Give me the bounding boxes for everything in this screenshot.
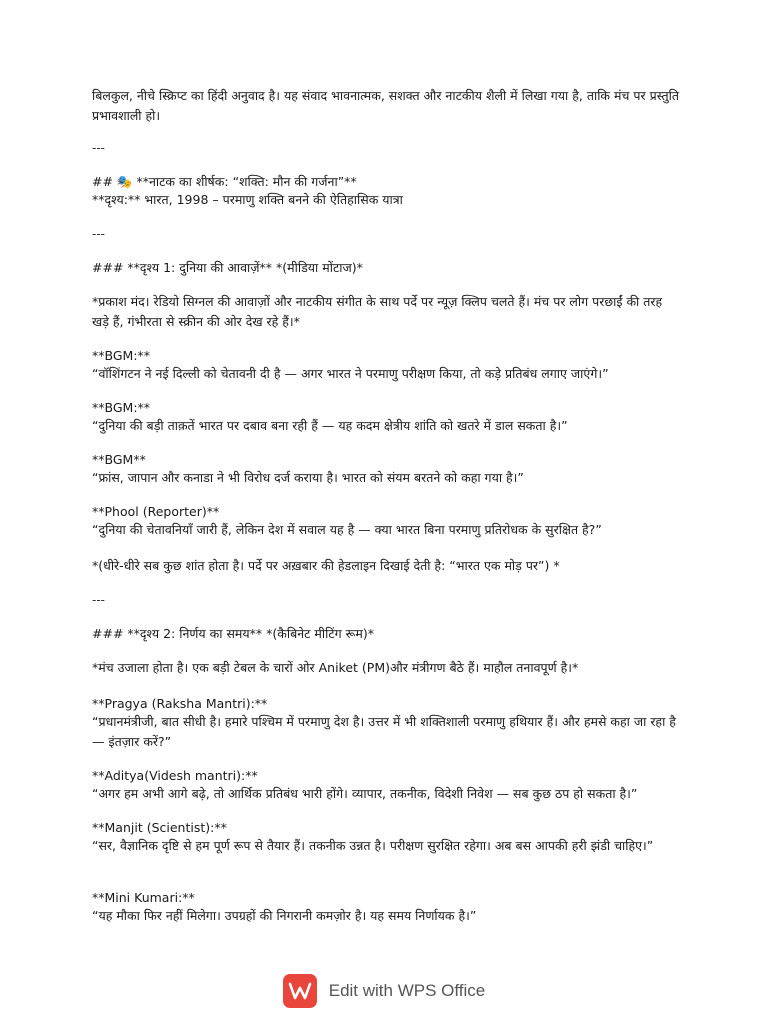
separator: --- xyxy=(92,593,105,607)
dialogue-line: “वॉशिंगटन ने नई दिल्ली को चेतावनी दी है — अगर भारत ने परमाणु परीक्षण किया, तो कड़े प्रतिबंध लगाए जाएंगे।” xyxy=(92,366,609,381)
scene-2-heading: ### **दृश्य 2: निर्णय का समय** *(कैबिनेट मीटिंग रूम)* xyxy=(92,626,374,641)
speaker-label: **BGM** xyxy=(92,452,146,467)
dialogue-line: “दुनिया की बड़ी ताक़तें भारत पर दबाव बना रही हैं — यह कदम क्षेत्रीय शांति को खतरे में डाल सकता है।” xyxy=(92,418,568,433)
speaker-label: **Aditya(Videsh mantri):** xyxy=(92,768,258,783)
dialogue-line: “अगर हम अभी आगे बढ़े, तो आर्थिक प्रतिबंध भारी होंगे। व्यापार, तकनीक, विदेशी निवेश — सब कुछ ठप हो सकता है।” xyxy=(92,786,638,801)
dialogue-line: “यह मौका फिर नहीं मिलेगा। उपग्रहों की निगरानी कमज़ोर है। यह समय निर्णायक है।” xyxy=(92,908,477,923)
wps-footer-banner[interactable] xyxy=(0,966,768,1016)
intro-paragraph: बिलकुल, नीचे स्क्रिप्ट का हिंदी अनुवाद है। यह संवाद भावनात्मक, सशक्त और नाटकीय शैली में लिखा गया है, ताकि मंच पर प्रस्तुति प्रभावशाली हो। xyxy=(92,88,680,123)
speaker-label: **Phool (Reporter)** xyxy=(92,504,220,519)
scene-setting: **दृश्य:** भारत, 1998 – परमाणु शक्ति बनने की ऐतिहासिक यात्रा xyxy=(92,192,403,207)
speaker-label: **BGM:** xyxy=(92,400,151,415)
scene-1-closing-direction: *(धीरे-धीरे सब कुछ शांत होता है। पर्दे पर अख़बार की हेडलाइन दिखाई देती है: “भारत एक मोड़ पर”) * xyxy=(92,558,560,573)
dialogue-line: “फ्रांस, जापान और कनाडा ने भी विरोध दर्ज कराया है। भारत को संयम बरतने को कहा गया है।” xyxy=(92,470,524,485)
speaker-label: **Pragya (Raksha Mantri):** xyxy=(92,696,268,711)
speaker-label: **Manjit (Scientist):** xyxy=(92,820,227,835)
wps-logo-icon xyxy=(283,974,317,1008)
separator: --- xyxy=(92,227,105,241)
separator: --- xyxy=(92,141,105,155)
edit-with-wps-label[interactable]: Edit with WPS Office xyxy=(328,981,486,1000)
scene-2-stage-direction: *मंच उजाला होता है। एक बड़ी टेबल के चारों ओर Aniket (PM)और मंत्रीगण बैठे हैं। माहौल तनावपूर्ण है।* xyxy=(92,660,579,675)
speaker-label: **BGM:** xyxy=(92,348,151,363)
speaker-label: **Mini Kumari:** xyxy=(92,890,195,905)
scene-1-heading: ### **दृश्य 1: दुनिया की आवाज़ें** *(मीडिया मोंटाज)* xyxy=(92,260,363,275)
dialogue-line: “सर, वैज्ञानिक दृष्टि से हम पूर्ण रूप से तैयार हैं। तकनीक उन्नत है। परीक्षण सुरक्षित रहेगा। अब बस आपकी हरी झंडी चाहिए।” xyxy=(92,838,654,853)
play-title: ## 🎭 **नाटक का शीर्षक: “शक्ति: मौन की गर्जना”** xyxy=(92,174,357,189)
dialogue-line: “प्रधानमंत्रीजी, बात सीधी है। हमारे पश्चिम में परमाणु देश है। उत्तर में भी शक्तिशाली परमाणु हथियार हैं। और हमसे कहा जा रहा है — इंतज़ार करें?” xyxy=(92,714,676,749)
scene-1-stage-direction: *प्रकाश मंद। रेडियो सिग्नल की आवाज़ों और नाटकीय संगीत के साथ पर्दे पर न्यूज़ क्लिप चलते हैं। मंच पर लोग परछाईं की तरह खड़े हैं, गंभीरता से स्क्रीन की ओर देख रहे हैं।* xyxy=(92,294,663,329)
dialogue-line: “दुनिया की चेतावनियाँ जारी हैं, लेकिन देश में सवाल यह है — क्या भारत बिना परमाणु प्रतिरोधक के सुरक्षित है?” xyxy=(92,522,602,537)
